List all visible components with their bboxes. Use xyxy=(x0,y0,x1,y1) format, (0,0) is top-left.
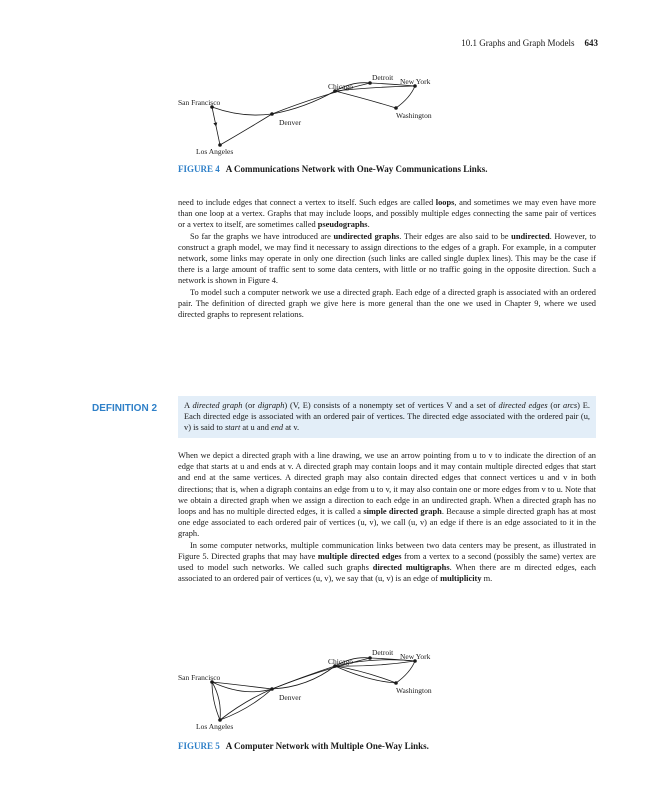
label-new-york: New York xyxy=(400,77,431,86)
label-new-york: New York xyxy=(400,652,431,661)
section-title: 10.1 Graphs and Graph Models xyxy=(461,38,575,48)
vertex-washington xyxy=(394,681,398,685)
paragraph-pseudographs: need to include edges that connect a vertex to itself. Such edges are called loops, and sometimes we may even have more than one loop at a vertex. Graphs that may include loops, and possibly multiple edges connecting the same pair of vertices or a vertex to itself, are sometimes called pseudographs. xyxy=(178,198,596,230)
figure-4-caption xyxy=(178,164,488,174)
term-simple-directed-graph: simple directed graph xyxy=(363,507,442,517)
running-head xyxy=(461,38,598,48)
figure-5-vertices xyxy=(210,656,417,722)
edge-sf-la xyxy=(212,107,220,145)
term-multiple-directed-edges: multiple directed edges xyxy=(317,551,402,561)
figure-4-title: A Communications Network with One-Way Communications Links. xyxy=(225,164,488,174)
paragraph-line-drawing: When we depict a directed graph with a line drawing, we use an arrow pointing from u to v to indicate the direction of an edge that starts at u and ends at v. A directed graph may contain loops and it may contain multiple directed edges that start and end at the same vertices. A directed graph may also contain directed edges that connect vertices u and v in both directions; that is, when a digraph contains an edge from u to v, it may also contain one or more edges from v to u. Note that we obtain a directed graph when we assign a direction to each edge in an undirected graph. When a directed graph has no loops and has no multiple directed edges, it is called a simple directed graph. Because a simple directed graph has at most one edge associated to each ordered pair of vertices (u, v), we call (u, v) an edge if there is an edge associated to it in the graph. xyxy=(178,451,596,539)
edge-sf-den xyxy=(212,107,272,115)
edge-la-den-2 xyxy=(220,689,272,720)
edge-sf-la-2 xyxy=(212,682,220,720)
figure-5-graph xyxy=(170,645,470,730)
definition-box: A directed graph (or digraph) (V, E) consists of a nonempty set of vertices V and a set of directed edges (or arcs) E. Each directed edge is associated with an ordered pair of vertices. The directed edge associated with the ordered pair (u, v) is said to start at u and end at v. xyxy=(178,396,596,438)
edge-la-den-1 xyxy=(220,689,272,720)
figure-5 xyxy=(170,645,470,730)
term-multiplicity: multiplicity xyxy=(440,574,482,584)
term-loops: loops xyxy=(435,198,455,207)
vertex-washington xyxy=(394,106,398,110)
edge-was-chi-1 xyxy=(335,666,396,683)
term-undirected: undirected xyxy=(511,231,550,241)
edge-was-chi xyxy=(335,91,396,108)
edge-la-den xyxy=(220,114,272,145)
figure-4 xyxy=(170,70,470,155)
label-detroit: Detroit xyxy=(372,648,394,657)
label-san-francisco: San Francisco xyxy=(178,673,221,682)
label-denver: Denver xyxy=(279,693,302,702)
label-los-angeles: Los Angeles xyxy=(196,722,234,731)
figure-4-edges xyxy=(212,83,415,145)
edge-ny-was xyxy=(396,86,415,108)
paragraph-directed-model: To model such a computer network we use a directed graph. Each edge of a directed graph is associated with an ordered pair. The definition of directed graph we give here is more general than the one we used in Chapter 9, where we used directed graphs to represent relations. xyxy=(178,287,596,320)
page-number: 643 xyxy=(584,38,598,48)
figure-4-number: FIGURE 4 xyxy=(178,164,220,174)
vertex-denver xyxy=(270,687,274,691)
edge-sf-den-2 xyxy=(212,682,272,692)
label-washington: Washington xyxy=(396,111,432,120)
term-directed-edges: directed edges xyxy=(498,401,548,410)
body-text-2 xyxy=(178,450,596,584)
label-los-angeles: Los Angeles xyxy=(196,147,234,156)
term-directed-graph: directed graph xyxy=(192,401,243,410)
definition-label: DEFINITION 2 xyxy=(92,403,158,414)
figure-5-caption xyxy=(178,741,429,751)
figure-5-edges xyxy=(212,658,415,720)
vertex-denver xyxy=(270,112,274,116)
figure-5-number: FIGURE 5 xyxy=(178,741,220,751)
edge-den-det xyxy=(272,658,370,689)
label-washington: Washington xyxy=(396,686,432,695)
label-detroit: Detroit xyxy=(372,73,394,82)
edge-ny-was xyxy=(396,661,415,683)
label-chicago: Chicago xyxy=(328,657,353,666)
term-directed-multigraphs: directed multigraphs xyxy=(372,563,450,573)
body-text-1 xyxy=(178,197,596,320)
edge-was-chi-2 xyxy=(335,666,396,683)
figure-4-graph xyxy=(170,70,470,155)
term-undirected-graphs: undirected graphs xyxy=(333,231,400,241)
paragraph-multigraphs: In some computer networks, multiple communication links between two data centers may be present, as illustrated in Figure 5. Directed graphs that may have multiple directed edges from a vertex to a second (possibly the same) vertex are used to model such networks. We called such graphs directed multigraphs. When there are m directed edges, each associated to an ordered pair of vertices (u, v), we say that (u, v) is an edge of multiplicity m. xyxy=(178,540,596,584)
label-san-francisco: San Francisco xyxy=(178,98,221,107)
paragraph-undirected: So far the graphs we have introduced are undirected graphs. Their edges are also said to be undirected. However, to construct a graph model, we may find it necessary to assign directions to the edges of a graph. For example, in a computer network, some links may operate in only one direction (such links are called single duplex lines). This may be the case if there is a large amount of traffic sent to some data centers, with little or no traffic going in the opposite direction. Such a network is shown in Figure 4. xyxy=(178,231,596,286)
figure-5-title: A Computer Network with Multiple One-Way Links. xyxy=(225,741,429,751)
label-chicago: Chicago xyxy=(328,82,353,91)
term-pseudographs: pseudographs xyxy=(317,220,368,230)
label-denver: Denver xyxy=(279,118,302,127)
